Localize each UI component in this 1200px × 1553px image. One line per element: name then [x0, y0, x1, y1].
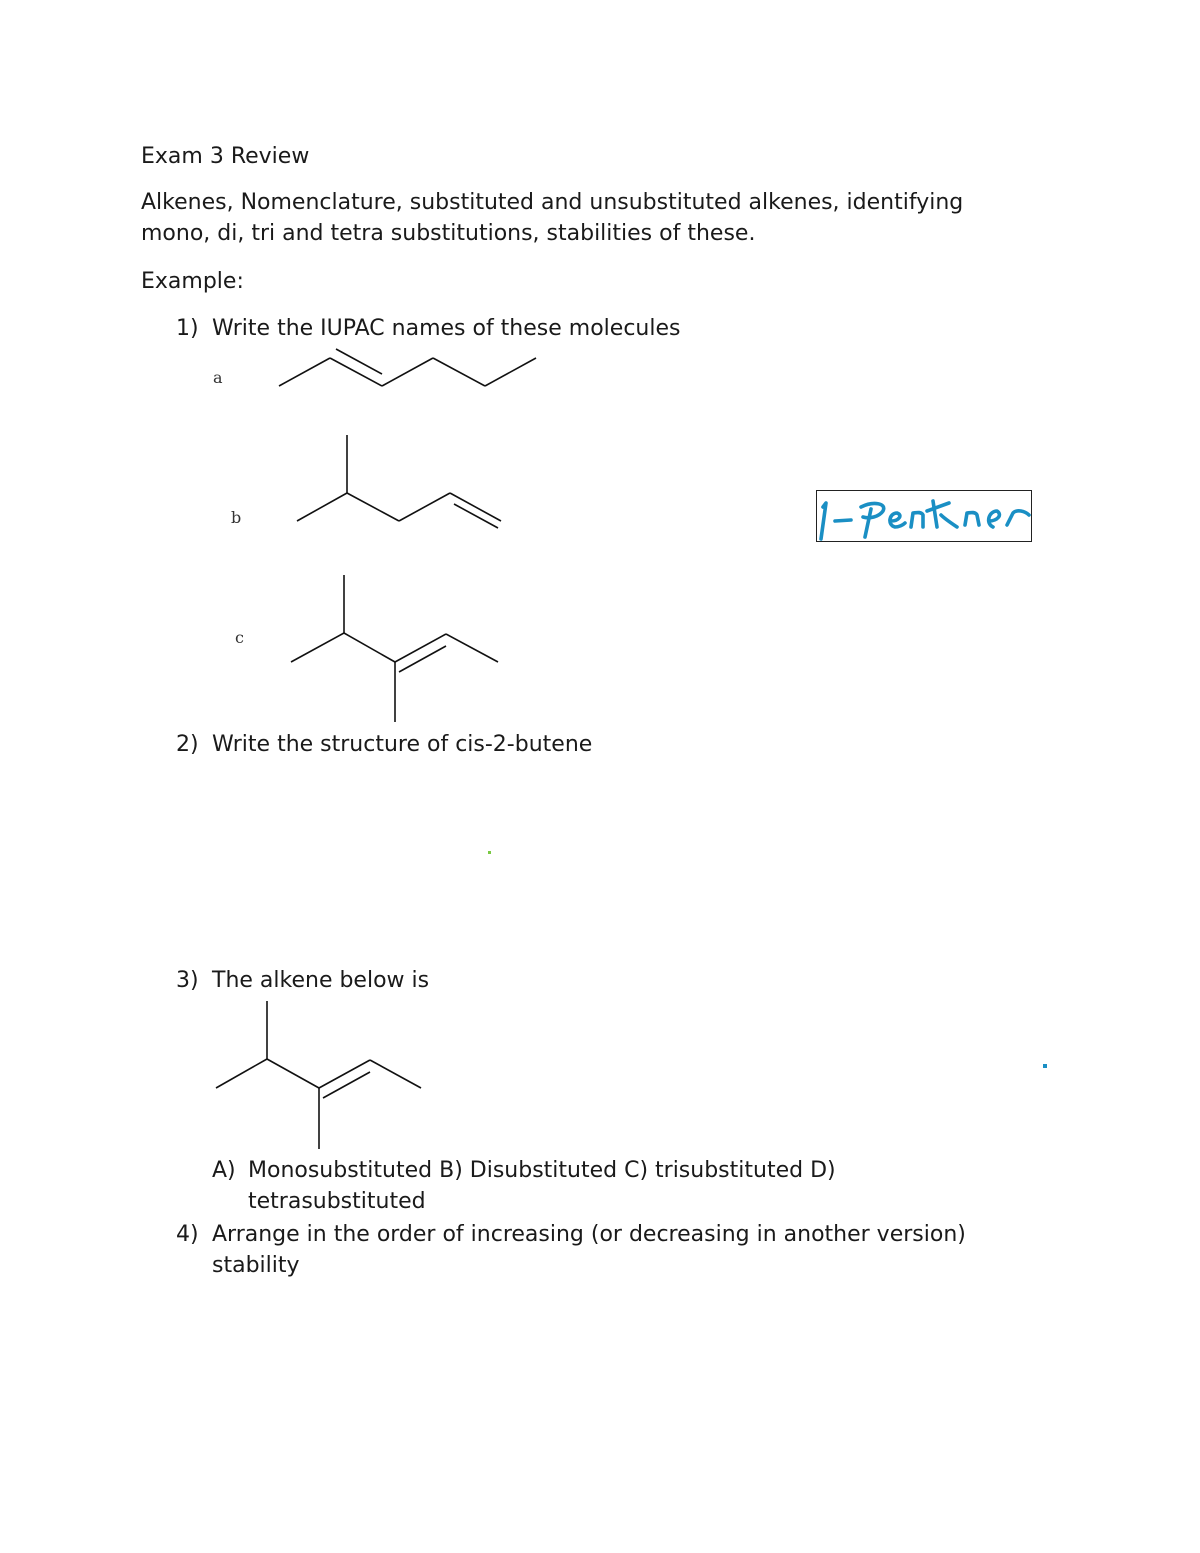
handwritten-answer-box: [816, 490, 1032, 542]
question-4-line-1: Arrange in the order of increasing (or decreasing in another version): [212, 1222, 966, 1247]
page-title: Exam 3 Review: [141, 144, 310, 169]
blue-dot: [1043, 1064, 1047, 1068]
question-3-number: 3): [176, 968, 199, 993]
question-2-text: Write the structure of cis-2-butene: [212, 732, 593, 757]
topics-line-2: mono, di, tri and tetra substitutions, stabilities of these.: [141, 221, 756, 246]
example-label: Example:: [141, 269, 244, 294]
option-letter: A): [212, 1158, 236, 1183]
question-4-line-2: stability: [212, 1253, 300, 1278]
molecule-label-c: c: [235, 628, 244, 647]
molecule-label-b: b: [231, 508, 242, 527]
options-line-2: tetrasubstituted: [248, 1189, 426, 1214]
topics-line-1: Alkenes, Nomenclature, substituted and unsubstituted alkenes, identifying: [141, 190, 964, 215]
question-3-text: The alkene below is: [212, 968, 430, 993]
green-dot: [488, 851, 491, 854]
question-2-number: 2): [176, 732, 199, 757]
molecule-label-a: a: [213, 368, 223, 387]
options-line-1: Monosubstituted B) Disubstituted C) trisubstituted D): [248, 1158, 836, 1183]
handwritten-answer-ink: [817, 491, 1033, 543]
question-1-text: Write the IUPAC names of these molecules: [212, 316, 681, 341]
question-4-number: 4): [176, 1222, 199, 1247]
question-1-number: 1): [176, 316, 199, 341]
